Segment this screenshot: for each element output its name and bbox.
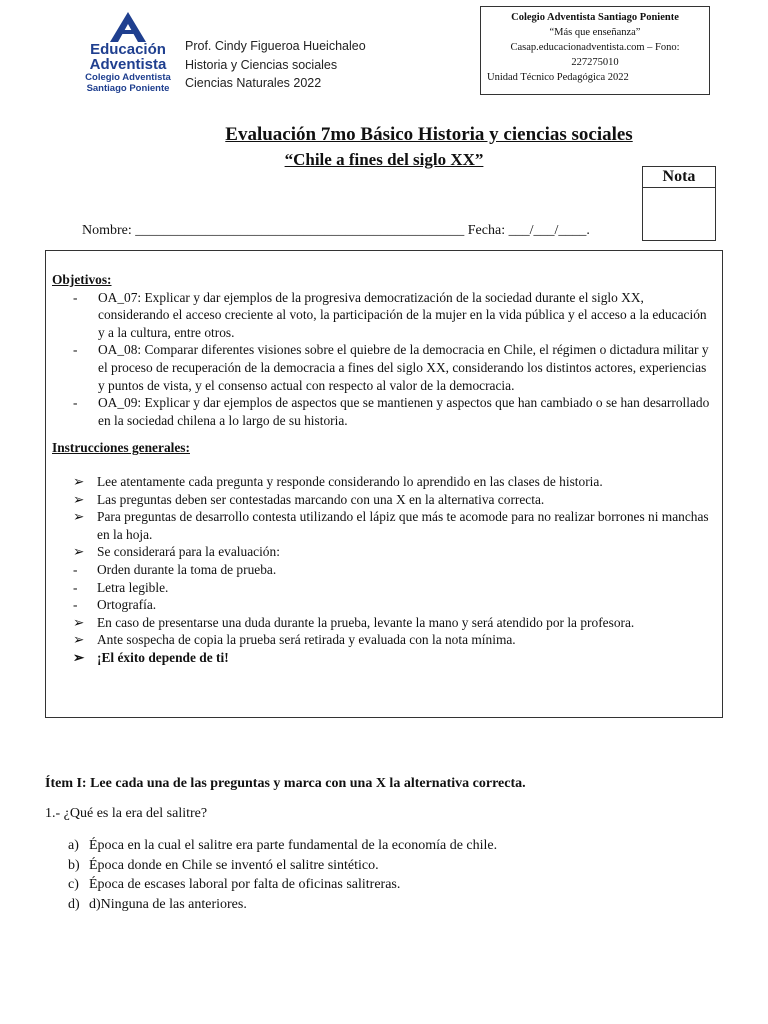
instruction-item <box>52 631 714 649</box>
objectives-heading: Objetivos: <box>52 272 112 287</box>
answer-option[interactable] <box>68 895 497 915</box>
school-logo <box>78 12 178 100</box>
item-heading: Ítem I: Lee cada una de las preguntas y marca con una X la alternativa correcta. <box>45 776 526 791</box>
name-date-line: Nombre: _______________________________________________ Fecha: ___/___/____. <box>82 223 590 238</box>
objective-item: - OA_09: Explicar y dar ejemplos de aspectos que se mantienen y aspectos que han cambiado o se han desarrollado en la sociedad chilena a lo largo de su historia. <box>73 395 710 428</box>
dash-bullet: - <box>73 597 78 613</box>
answer-option[interactable] <box>68 836 497 856</box>
option-text: d)Ninguna de las anteriores. <box>89 896 247 912</box>
logo-line-4: Santiago Poniente <box>86 83 170 94</box>
arrow-bullet-icon: ➢ <box>73 509 85 525</box>
arrow-bullet-icon: ➢ <box>73 632 85 648</box>
teacher-info <box>185 37 366 93</box>
logo-line-1: Educación <box>90 41 166 58</box>
school-contact: Casap.educacionadventista.com – Fono: <box>510 42 680 53</box>
option-letter: d) <box>68 896 80 912</box>
arrow-bullet-icon: ➢ <box>73 614 85 630</box>
school-info-box <box>480 6 710 95</box>
instruction-text: Las preguntas deben ser contestadas marcando con una X en la alternativa correcta. <box>97 491 545 507</box>
instruction-text: Ante sospecha de copia la prueba será retirada y evaluada con la nota mínima. <box>97 632 516 648</box>
grade-label: Nota <box>643 167 715 188</box>
school-unit: Unidad Técnico Pedagógica 2022 <box>487 72 629 83</box>
exam-subtitle: “Chile a fines del siglo XX” <box>284 150 484 169</box>
instruction-text: ¡El éxito depende de ti! <box>97 649 229 665</box>
answer-option[interactable] <box>68 875 497 895</box>
instruction-text: Letra legible. <box>97 579 169 595</box>
instruction-item <box>52 508 714 543</box>
dash-bullet: - <box>73 561 78 577</box>
instruction-text: Lee atentamente cada pregunta y responde considerando lo aprendido en las clases de historia. <box>97 473 603 489</box>
instruction-item <box>52 579 714 597</box>
dash-bullet: - <box>73 579 78 595</box>
instruction-item <box>52 596 714 614</box>
subject-line: Historia y Ciencias sociales <box>185 57 338 72</box>
instruction-item <box>52 543 714 561</box>
instructions-heading: Instrucciones generales: <box>52 440 190 456</box>
instruction-text: Para preguntas de desarrollo contesta utilizando el lápiz que más te acomode para no realizar borrones ni manchas en la hoja. <box>97 509 709 542</box>
question-text: 1.- ¿Qué es la era del salitre? <box>45 806 208 821</box>
objective-item: - OA_08: Comparar diferentes visiones sobre el quiebre de la democracia en Chile, el régimen o dictadura militar y el proceso de recuperación de la democracia a fines del siglo XX, considerando los distintos actores, experiencias y puntos de vista, y el consenso actual con respecto al valor de la democracia. <box>73 342 709 393</box>
grade-box <box>642 166 716 241</box>
exam-title: Evaluación 7mo Básico Historia y ciencias sociales <box>225 124 633 145</box>
logo-line-2: Adventista <box>89 56 167 73</box>
objective-text: OA_08: Comparar diferentes visiones sobre el quiebre de la democracia en Chile, el régimen o dictadura militar y el proceso de recuperación de la democracia a fines del siglo XX, considerando los distintos actores, experiencias y puntos de vista, y el consenso actual con respecto al valor de la democracia. <box>98 342 709 393</box>
instruction-text: En caso de presentarse una duda durante la prueba, levante la mano y será atendido por la profesora. <box>97 614 635 630</box>
answer-options <box>68 836 497 914</box>
objective-text: OA_09: Explicar y dar ejemplos de aspectos que se mantienen y aspectos que han cambiado o se han desarrollado en la sociedad chilena a lo largo de su historia. <box>98 395 710 428</box>
instruction-item <box>52 561 714 579</box>
option-letter: c) <box>68 877 79 892</box>
objectives-list <box>52 289 714 430</box>
instruction-item <box>52 473 714 491</box>
instruction-text: Ortografía. <box>97 597 157 613</box>
option-text: Época de escases laboral por falta de oficinas salitreras. <box>89 877 401 892</box>
option-letter: b) <box>68 857 80 873</box>
instruction-text: Orden durante la toma de prueba. <box>97 561 277 577</box>
objective-item: - OA_07: Explicar y dar ejemplos de la progresiva democratización de la sociedad durante el siglo XX, considerando el acceso creciente al voto, la participación de la mujer en la vida pública y el acceso a la educación y a la cultura, entre otros. <box>73 289 707 340</box>
subject-line: Ciencias Naturales 2022 <box>185 76 322 90</box>
instruction-text: Se considerará para la evaluación: <box>97 544 280 560</box>
arrow-bullet-icon: ➢ <box>73 473 85 489</box>
instruction-item <box>52 649 714 667</box>
logo-line-3: Colegio Adventista <box>85 72 171 83</box>
option-text: Época en la cual el salitre era parte fundamental de la economía de chile. <box>89 838 498 853</box>
logo-a-icon <box>109 12 147 42</box>
answer-option[interactable] <box>68 856 497 876</box>
school-phone: 227275010 <box>571 57 619 68</box>
school-name: Colegio Adventista Santiago Poniente <box>511 12 679 23</box>
instruction-item <box>52 614 714 632</box>
teacher-name: Prof. Cindy Figueroa Hueichaleo <box>185 39 366 53</box>
arrow-bullet-icon: ➢ <box>73 491 85 507</box>
option-text: Época donde en Chile se inventó el salitre sintético. <box>89 857 379 873</box>
arrow-bullet-icon: ➢ <box>73 649 85 665</box>
objectives-instructions-box <box>45 250 723 718</box>
instruction-item <box>52 491 714 509</box>
school-motto: “Más que enseñanza” <box>549 27 641 38</box>
instructions-list <box>52 473 714 667</box>
arrow-bullet-icon: ➢ <box>73 544 85 560</box>
objective-text: OA_07: Explicar y dar ejemplos de la progresiva democratización de la sociedad durante el siglo XX, considerando el acceso creciente al voto, la participación de la mujer en la vida pública y el acceso a la educación y a la cultura, entre otros. <box>98 289 707 340</box>
option-letter: a) <box>68 838 79 853</box>
